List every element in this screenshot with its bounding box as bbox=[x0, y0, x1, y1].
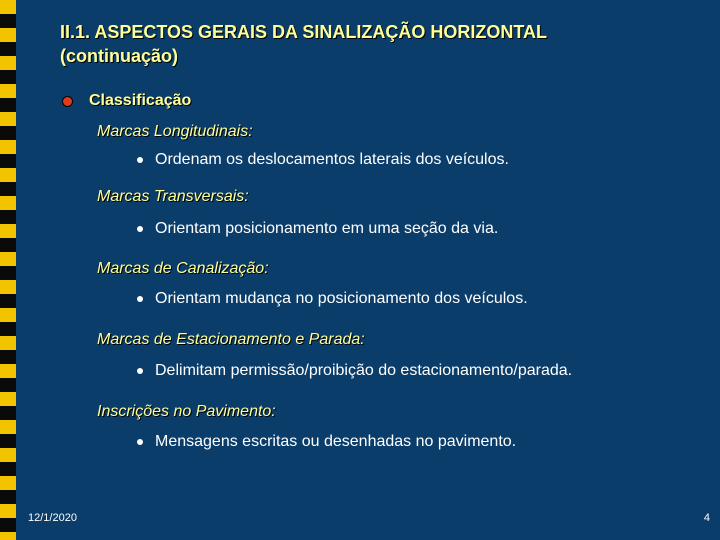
bullet-dot-icon bbox=[62, 96, 73, 107]
category-label: Marcas de Estacionamento e Parada: bbox=[97, 331, 365, 348]
bullet-icon bbox=[137, 296, 143, 302]
bullet-icon bbox=[137, 226, 143, 232]
category-item-text: Delimitam permissão/proibição do estacionamento/parada. bbox=[155, 362, 573, 379]
bullet-icon bbox=[137, 157, 143, 163]
left-stripe-border bbox=[0, 0, 16, 540]
category-item bbox=[137, 151, 509, 169]
page-number: 4 bbox=[703, 512, 710, 524]
category-item-text: Orientam mudança no posicionamento dos veículos. bbox=[155, 290, 528, 307]
level1-bullet-row bbox=[62, 92, 191, 110]
bullet-icon bbox=[137, 368, 143, 374]
category-item-text: Ordenam os deslocamentos laterais dos veículos. bbox=[155, 151, 509, 168]
category-item bbox=[137, 433, 516, 451]
category-item bbox=[137, 290, 528, 308]
slide-title bbox=[60, 20, 680, 68]
footer-date: 12/1/2020 bbox=[28, 512, 77, 524]
category-item-text: Orientam posicionamento em uma seção da via. bbox=[155, 220, 499, 237]
category-label: Marcas de Canalização: bbox=[97, 260, 269, 277]
category-label: Marcas Transversais: bbox=[97, 188, 249, 205]
title-line-2: (continuação) bbox=[60, 46, 179, 66]
category-item bbox=[137, 362, 572, 380]
category-label: Inscrições no Pavimento: bbox=[97, 403, 276, 420]
category-item-text: Mensagens escritas ou desenhadas no pavimento. bbox=[155, 433, 517, 450]
level1-heading: Classificação bbox=[89, 92, 192, 109]
category-label: Marcas Longitudinais: bbox=[97, 123, 253, 140]
bullet-icon bbox=[137, 439, 143, 445]
category-item bbox=[137, 220, 498, 238]
title-line-1: II.1. ASPECTOS GERAIS DA SINALIZAÇÃO HORIZONTAL bbox=[60, 22, 548, 42]
